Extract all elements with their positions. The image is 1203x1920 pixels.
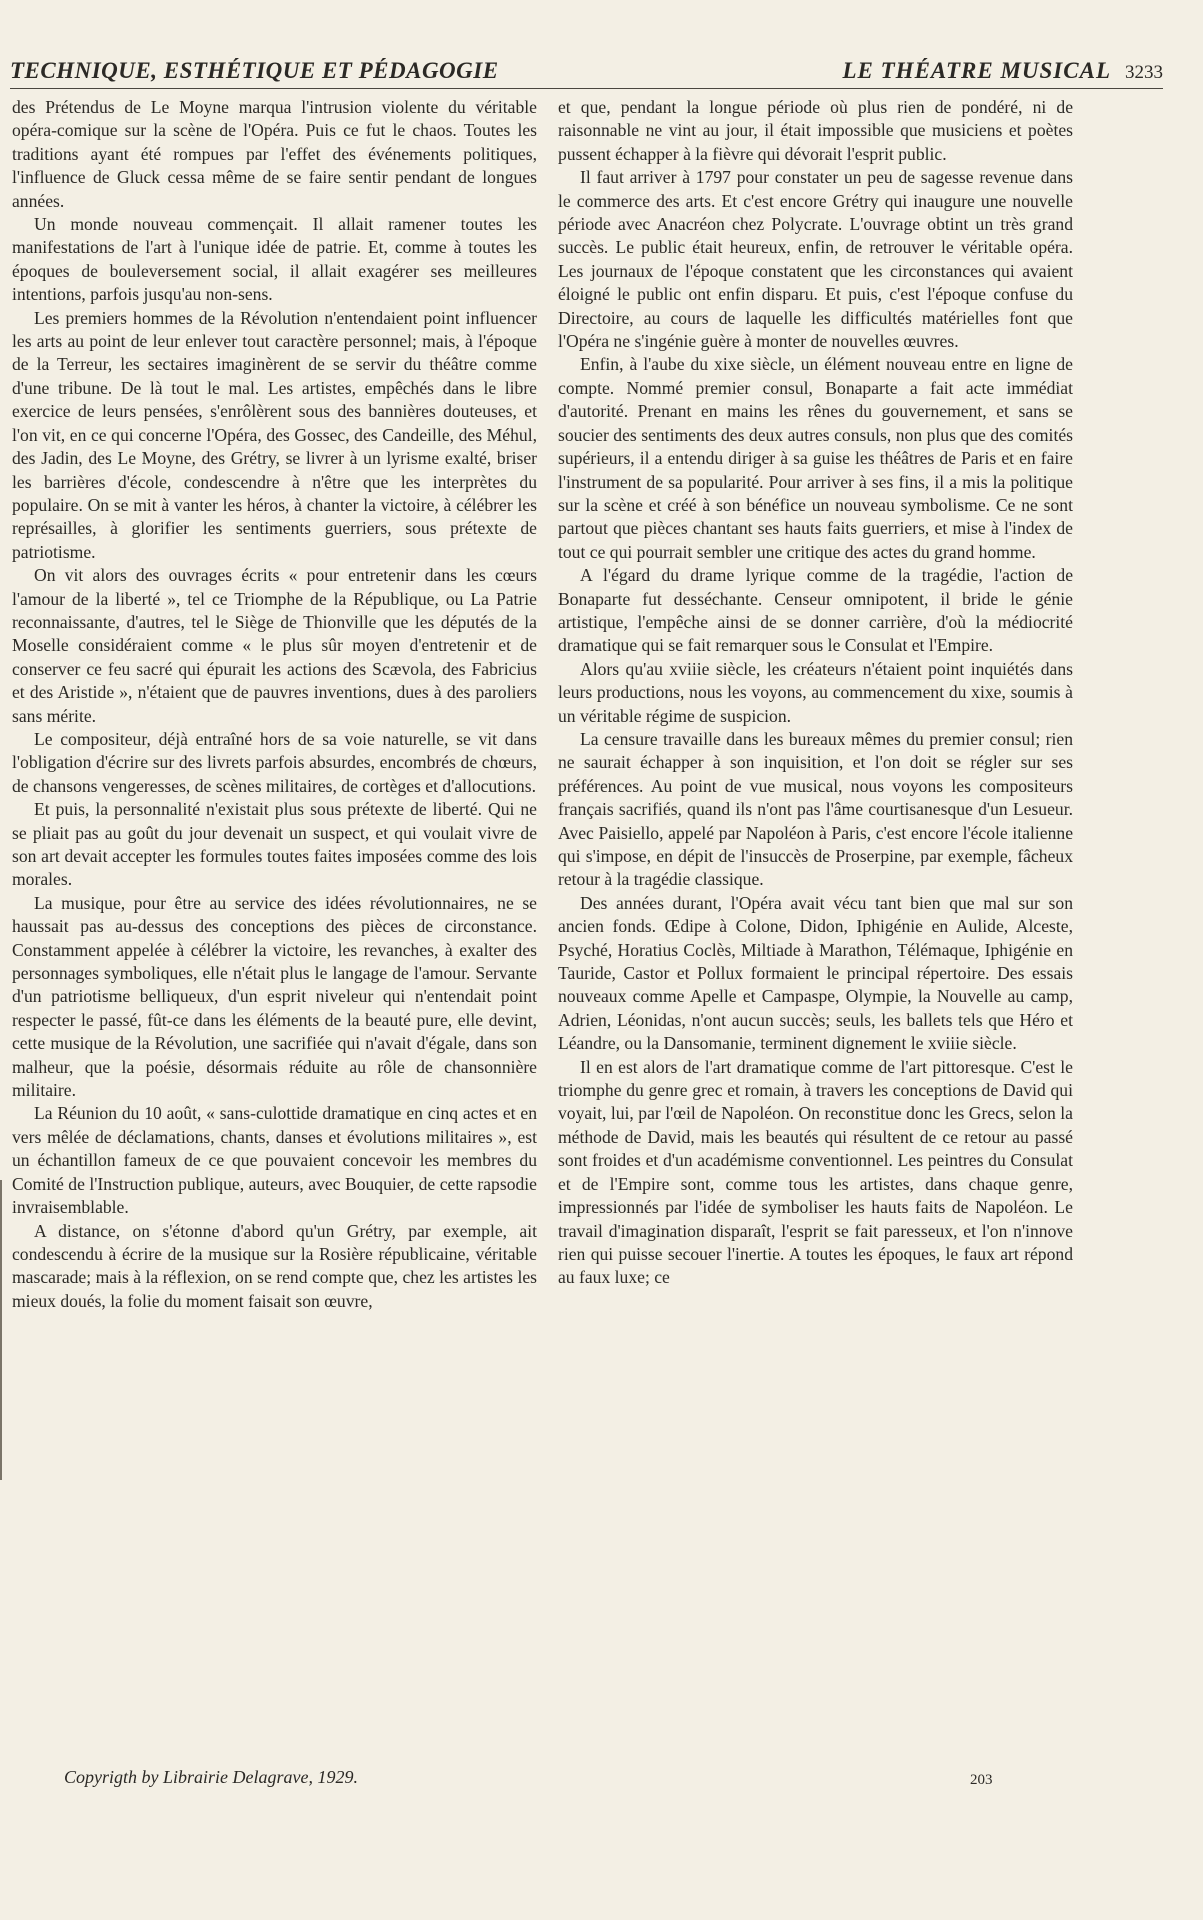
paragraph: Le compositeur, déjà entraîné hors de sa voie naturelle, se vit dans l'obligation d'écrire sur des livrets parfois absurdes, encombrés de chœurs, de chansons vengeresses, de scènes militaires, de cortèges et d'allocutions. <box>12 728 537 796</box>
paragraph: et que, pendant la longue période où plus rien de pondéré, ni de raisonnable ne vint au jour, il était impossible que musiciens et poètes pussent échapper à la fièvre qui dévorait l'esprit public. <box>558 97 1073 164</box>
paragraph: Et puis, la personnalité n'existait plus sous prétexte de liberté. Qui ne se pliait pas au goût du jour devenait un suspect, et qui voulait vivre de son art devait accepter les formules toutes faites imposées comme des lois morales. <box>12 799 537 890</box>
header-page-number: 3233 <box>1125 62 1163 83</box>
paragraph: La musique, pour être au service des idées révolutionnaires, ne se haussait pas au-dessus des conceptions des pièces de circonstance. Constamment appelée à célébrer la victoire, les revanches, à exalter des personnages symboliques, elle n'était plus le langage de l'amour. Servante d'un patriotisme belliqueux, d'un esprit niveleur qui n'entendait point respecter le passé, fût-ce dans les éléments de la beauté pure, elle devint, cette musique de la Révolution, une sacrifiée qui n'avait d'égale, dans son malheur, que la poésie, désormais réduite au rôle de chansonnière militaire. <box>12 892 537 1101</box>
paragraph: Enfin, à l'aube du xixe siècle, un élément nouveau entre en ligne de compte. Nommé premier consul, Bonaparte a fait acte immédiat d'autorité. Prenant en mains les rênes du gouvernement, et sans se soucier des sentiments des deux autres consuls, non plus que des comités supérieurs, il a entendu diriger à sa guise les théâtres de Paris et en faire l'instrument de sa popularité. Pour arriver à ses fins, il a mis la politique sur la scène et créé à son bénéfice un nouveau symbolisme. Ce ne sont partout que pièces chantant ses hauts faits guerriers, et mise à l'index de tout ce qui pourrait sembler une critique des actes du grand homme. <box>558 354 1073 562</box>
right-column <box>558 96 1073 1290</box>
paragraph: Un monde nouveau commençait. Il allait ramener toutes les manifestations de l'art à l'unique idée de patrie. Et, comme à toutes les époques de bouleversement social, il allait exagérer ses meilleures intentions, parfois jusqu'au non-sens. <box>12 214 537 305</box>
footer-page-number: 203 <box>970 1772 993 1788</box>
paragraph: des Prétendus de Le Moyne marqua l'intrusion violente du véritable opéra-comique sur la scène de l'Opéra. Puis ce fut le chaos. Toutes les traditions ayant été rompues par l'effet des événements politiques, l'influence de Gluck cessa même de se faire sentir pendant de longues années. <box>12 97 537 211</box>
copyright-line: Copyrigth by Librairie Delagrave, 1929. <box>64 1767 358 1787</box>
paragraph: Il en est alors de l'art dramatique comme de l'art pittoresque. C'est le triomphe du genre grec et romain, à travers les conceptions de David qui voyait, lui, par l'œil de Napoléon. On reconstitue donc les Grecs, selon la méthode de David, mais les beautés qui résultent de ce retour au passé sont froides et d'un académisme conventionnel. Les peintres du Consulat et de l'Empire sont, comme tous les artistes, dans chaque genre, impressionnés par l'idée de symboliser les hauts faits de Napoléon. Le travail d'imagination disparaît, l'esprit se fait paresseux, et l'on n'innove rien qui puisse secouer l'inertie. A toutes les époques, le faux art répond au faux luxe; ce <box>558 1056 1073 1288</box>
paragraph: On vit alors des ouvrages écrits « pour entretenir dans les cœurs l'amour de la liberté », tel ce Triomphe de la République, ou La Patrie reconnaissante, d'autres, tel le Siège de Thionville que les députés de la Moselle considéraient comme « le plus sûr moyen d'entretenir et de conserver ce feu sacré qui épurait les actions des Scævola, des Fabricius et des Aristide », n'étaient que de pauvres inventions, dues à des paroliers sans mérite. <box>12 565 537 726</box>
paragraph: Alors qu'au xviiie siècle, les créateurs n'étaient point inquiétés dans leurs productions, nous les voyons, au commencement du xixe, soumis à un véritable régime de suspicion. <box>558 658 1073 726</box>
paragraph: Les premiers hommes de la Révolution n'entendaient point influencer les arts au point de leur enlever tout caractère personnel; mais, à l'époque de la Terreur, les sectaires imaginèrent de se servir du théâtre comme d'une tribune. De là tout le mal. Les artistes, empêchés dans le libre exercice de leurs pensées, s'enrôlèrent sous des bannières douteuses, et l'on vit, en ce qui concerne l'Opéra, des Gossec, des Candeille, des Méhul, des Jadin, des Le Moyne, des Grétry, se livrer à un lyrisme exalté, briser les barrières d'école, condescendre à n'être que les interprètes du populaire. On se mit à vanter les héros, à chanter la victoire, à célébrer les représailles, à glorifier les sentiments guerriers, sous prétexte de patriotisme. <box>12 307 537 562</box>
left-column <box>12 96 537 1313</box>
paragraph: Des années durant, l'Opéra avait vécu tant bien que mal sur son ancien fonds. Œdipe à Colone, Didon, Iphigénie en Aulide, Alceste, Psyché, Horatius Coclès, Miltiade à Marathon, Télémaque, Iphigénie en Tauride, Castor et Pollux formaient le principal répertoire. Des essais nouveaux comme Apelle et Campaspe, Olympie, la Nouvelle au camp, Adrien, Léonidas, n'ont aucun succès; seuls, les ballets tels que Héro et Léandre, ou la Dansomanie, terminent dignement le xviiie siècle. <box>558 892 1073 1054</box>
header-section-title: TECHNIQUE, ESTHÉTIQUE ET PÉDAGOGIE <box>10 58 499 83</box>
running-header <box>10 52 1163 89</box>
paragraph: A distance, on s'étonne d'abord qu'un Grétry, par exemple, ait condescendu à écrire de la musique sur la Rosière républicaine, véritable mascarade; mais à la réflexion, on se rend compte que, chez les artistes les mieux doués, la folie du moment faisait son œuvre, <box>12 1220 537 1311</box>
header-book-title <box>842 58 1163 84</box>
paragraph: La censure travaille dans les bureaux mêmes du premier consul; rien ne saurait échapper à son inquisition, et l'on doit se régler sur ses préférences. Au point de vue musical, nous voyons les compositeurs français sacrifiés, quand ils n'ont pas l'âme courtisanesque d'un Lesueur. Avec Paisiello, appelé par Napoléon à Paris, c'est encore l'école italienne qui s'impose, en dépit de l'insuccès de Proserpine, par exemple, fâcheux retour à la tragédie classique. <box>558 728 1073 890</box>
paragraph: A l'égard du drame lyrique comme de la tragédie, l'action de Bonaparte fut desséchante. Censeur omnipotent, il bride le génie artistique, l'empêche ainsi de se donner carrière, d'où la médiocrité dramatique qui se fait remarquer sous le Consulat et l'Empire. <box>558 565 1073 656</box>
margin-rule <box>0 1180 2 1480</box>
paragraph: Il faut arriver à 1797 pour constater un peu de sagesse revenue dans le commerce des arts. Et c'est encore Grétry qui inaugure une nouvelle période avec Anacréon chez Polycrate. L'ouvrage obtint un très grand succès. Le public était heureux, enfin, de retrouver le véritable opéra. Les journaux de l'époque constatent que les circonstances qui avaient éloigné le public ont enfin disparu. Et puis, c'est l'époque confuse du Directoire, au cours de laquelle les difficultés matérielles font que l'Opéra ne s'ingénie guère à monter de nouvelles œuvres. <box>558 167 1073 352</box>
header-title-text: LE THÉATRE MUSICAL <box>842 58 1111 83</box>
paragraph: La Réunion du 10 août, « sans-culottide dramatique en cinq actes et en vers mêlée de déclamations, chants, danses et évolutions militaires », est un échantillon fameux de ce que pouvaient concevoir les membres du Comité de l'Instruction publique, auteurs, avec Bouquier, de cette rapsodie invraisemblable. <box>12 1103 537 1218</box>
